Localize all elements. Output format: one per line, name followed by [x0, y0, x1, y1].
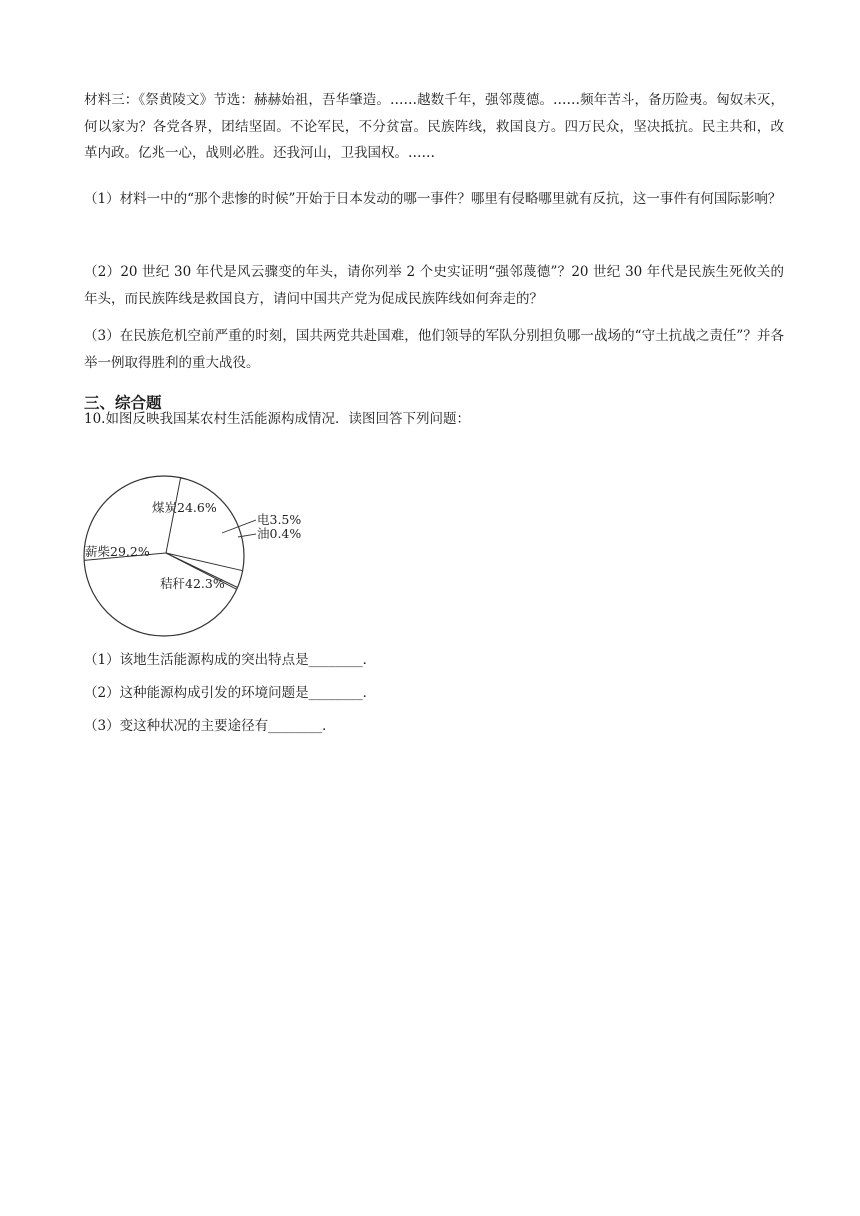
sub-question-1: （1）该地生活能源构成的突出特点是________． [84, 652, 377, 668]
pie-label-coal: 煤炭24.6% [152, 500, 217, 515]
leader-line-electricity [222, 520, 256, 533]
pie-label-oil: 油0.4% [257, 526, 302, 541]
question-10-stem: 10.如图反映我国某农村生活能源构成情况．读图回答下列问题： [84, 411, 470, 427]
sub-question-3: （3）变这种状况的主要途径有________． [84, 718, 336, 734]
sub-question-2: （2）这种能源构成引发的环境问题是________． [84, 685, 377, 701]
pie-label-electricity: 电3.5% [257, 512, 302, 527]
pie-label-firewood: 薪柴29.2% [85, 544, 150, 559]
slice-boundary-coal [166, 478, 181, 553]
question-1: （1）材料一中的“那个悲惨的时候”开始于日本发动的哪一事件？哪里有侵略哪里就有反抗，这一事件有何国际影响？ [84, 191, 782, 207]
section-heading: 三、综合题 [84, 394, 162, 412]
energy-pie-chart [82, 475, 322, 637]
material-three-text: 材料三：《祭黄陵文》节选：赫赫始祖，吾华肇造。……越数千年，强邻蔑德。……频年苦斗，备历险夷。匈奴未灭，何以家为？各党各界，团结坚固。不论军民，不分贫富。民族阵线，救国良方。四万民众，坚决抵抗。民主共和，改革内政。亿兆一心，战则必胜。还我河山，卫我国权。…… [84, 92, 784, 161]
question-3: （3）在民族危机空前严重的时刻，国共两党共赴国难，他们领导的军队分别担负哪一战场的“守土抗战之责任”？并各举一例取得胜利的重大战役。 [84, 328, 784, 371]
pie-label-straw: 秸秆42.3% [160, 576, 225, 591]
question-2: （2）20 世纪 30 年代是风云骤变的年头，请你列举 2 个史实证明“强邻蔑德”？20 世纪 30 年代是民族生死攸关的年头，而民族阵线是救国良方，请问中国共产党为促成民族阵线如何奔走的？ [84, 264, 784, 307]
slice-boundary-electricity [166, 553, 243, 571]
